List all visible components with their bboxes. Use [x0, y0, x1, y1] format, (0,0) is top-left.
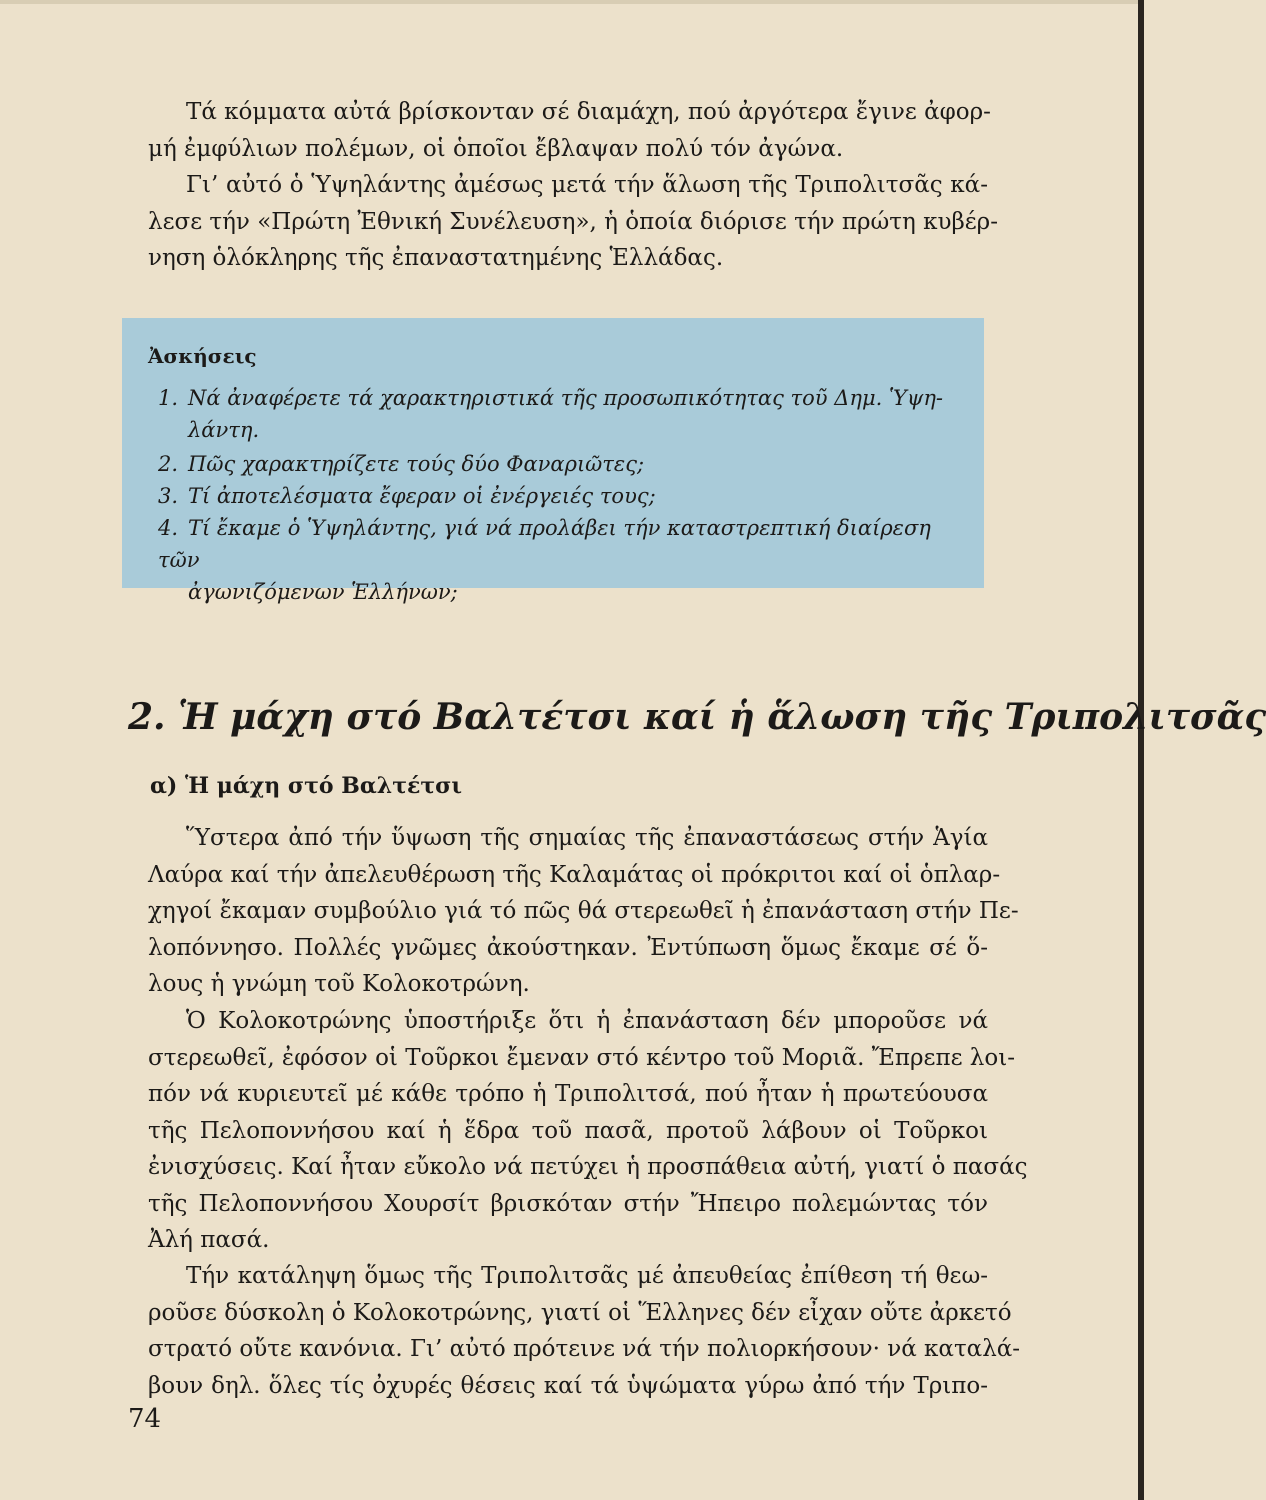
- exercise-item: [158, 480, 968, 512]
- text-line: λεσε τήν «Πρώτη Ἐθνική Συνέλευση», ἡ ὁποία διόρισε τήν πρώτη κυβέρ-: [148, 208, 998, 235]
- body-paragraph: [148, 1003, 1028, 1259]
- text-line: Τά κόμματα αὐτά βρίσκονταν σέ διαμάχη, πού ἀργότερα ἔγινε ἀφορ-: [186, 99, 991, 125]
- text-line: Ἀλή πασά.: [148, 1227, 270, 1253]
- text-line: στρατό οὔτε κανόνια. Γι’ αὐτό πρότεινε νά τήν πολιορκήσουν· νά καταλά-: [148, 1336, 1021, 1362]
- exercise-text: Τί ἀποτελέσματα ἔφεραν οἱ ἐνέργειές τους;: [188, 484, 656, 508]
- intro-paragraph: [148, 94, 998, 277]
- text-line: πόν νά κυριευτεῖ μέ κάθε τρόπο ἡ Τριπολιτσά, πού ἦταν ἡ πρωτεύουσα: [148, 1081, 988, 1107]
- exercise-text-continuation: λάντη.: [188, 418, 260, 442]
- text-line: λοπόννησο. Πολλές γνῶμες ἀκούστηκαν. Ἐντύπωση ὅμως ἔκαμε σέ ὅ-: [148, 934, 988, 961]
- body-paragraph: [148, 1258, 1021, 1404]
- text-line: Λαύρα καί τήν ἀπελευθέρωση τῆς Καλαμάτας οἱ πρόκριτοι καί οἱ ὁπλαρ-: [148, 861, 1001, 888]
- text-line: ἐνισχύσεις. Καί ἦταν εὔκολο νά πετύχει ἡ προσπάθεια αὐτή, γιατί ὁ πασάς: [148, 1154, 1028, 1180]
- exercise-number: 3.: [158, 484, 179, 508]
- exercises-heading: Ἀσκήσεις: [148, 344, 257, 368]
- exercise-text: Τί ἔκαμε ὁ Ὑψηλάντης, γιά νά προλάβει τήν καταστρεπτική διαίρεση τῶν: [158, 516, 931, 572]
- text-line: Τήν κατάληψη ὅμως τῆς Τριπολιτσᾶς μέ ἀπευθείας ἐπίθεση τή θεω-: [186, 1263, 988, 1289]
- text-line: Γι’ αὐτό ὁ Ὑψηλάντης ἀμέσως μετά τήν ἅλωση τῆς Τριπολιτσᾶς κά-: [186, 172, 988, 198]
- section-subheading: α) Ἡ μάχη στό Βαλτέτσι: [150, 773, 463, 799]
- body-paragraph: [148, 820, 1019, 1003]
- text-line: τῆς Πελοποννήσου Χουρσίτ βρισκόταν στήν Ἤπειρο πολεμώντας τόν: [148, 1190, 988, 1217]
- text-line: μή ἐμφύλιων πολέμων, οἱ ὁποῖοι ἔβλαψαν πολύ τόν ἀγώνα.: [148, 135, 844, 162]
- text-line: ροῦσε δύσκολη ὁ Κολοκοτρώνης, γιατί οἱ Ἕλληνες δέν εἶχαν οὔτε ἀρκετό: [148, 1299, 1012, 1326]
- exercise-text-continuation: ἀγωνιζόμενων Ἑλλήνων;: [188, 580, 458, 604]
- text-line: βουν δηλ. ὅλες τίς ὀχυρές θέσεις καί τά ὑψώματα γύρω ἀπό τήν Τριπο-: [148, 1372, 988, 1399]
- text-line: στερεωθεῖ, ἐφόσον οἱ Τοῦρκοι ἔμεναν στό κέντρο τοῦ Μοριᾶ. Ἔπρεπε λοι-: [148, 1044, 1016, 1071]
- page-number: 74: [128, 1404, 162, 1434]
- text-line: τῆς Πελοποννήσου καί ἡ ἕδρα τοῦ πασᾶ, προτοῦ λάβουν οἱ Τοῦρκοι: [148, 1117, 988, 1144]
- text-line: λους ἡ γνώμη τοῦ Κολοκοτρώνη.: [148, 971, 530, 997]
- exercise-number: 1.: [158, 386, 179, 410]
- text-line: νηση ὁλόκληρης τῆς ἐπαναστατημένης Ἑλλάδας.: [148, 245, 724, 271]
- exercise-text: Νά ἀναφέρετε τά χαρακτηριστικά τῆς προσωπικότητας τοῦ Δημ. Ὑψη-: [188, 386, 944, 410]
- exercise-text: Πῶς χαρακτηρίζετε τούς δύο Φαναριῶτες;: [188, 452, 645, 476]
- text-line: χηγοί ἔκαμαν συμβούλιο γιά τό πῶς θά στερεωθεῖ ἡ ἐπανάσταση στήν Πε-: [148, 898, 1019, 924]
- section-title: 2. Ἡ μάχη στό Βαλτέτσι καί ἡ ἅλωση τῆς Τριπολιτσᾶς: [128, 696, 1266, 738]
- page-top-edge: [0, 0, 1144, 4]
- exercise-item: [158, 448, 968, 480]
- text-line: Ὕστερα ἀπό τήν ὕψωση τῆς σημαίας τῆς ἐπαναστάσεως στήν Ἁγία: [186, 825, 988, 851]
- text-line: Ὁ Κολοκοτρώνης ὑποστήριξε ὅτι ἡ ἐπανάσταση δέν μποροῦσε νά: [186, 1008, 988, 1034]
- exercise-number: 2.: [158, 452, 179, 476]
- exercise-item: [158, 382, 968, 446]
- exercise-number: 4.: [158, 516, 179, 540]
- exercise-item: [158, 512, 968, 608]
- page-binding-edge: [1138, 0, 1144, 1500]
